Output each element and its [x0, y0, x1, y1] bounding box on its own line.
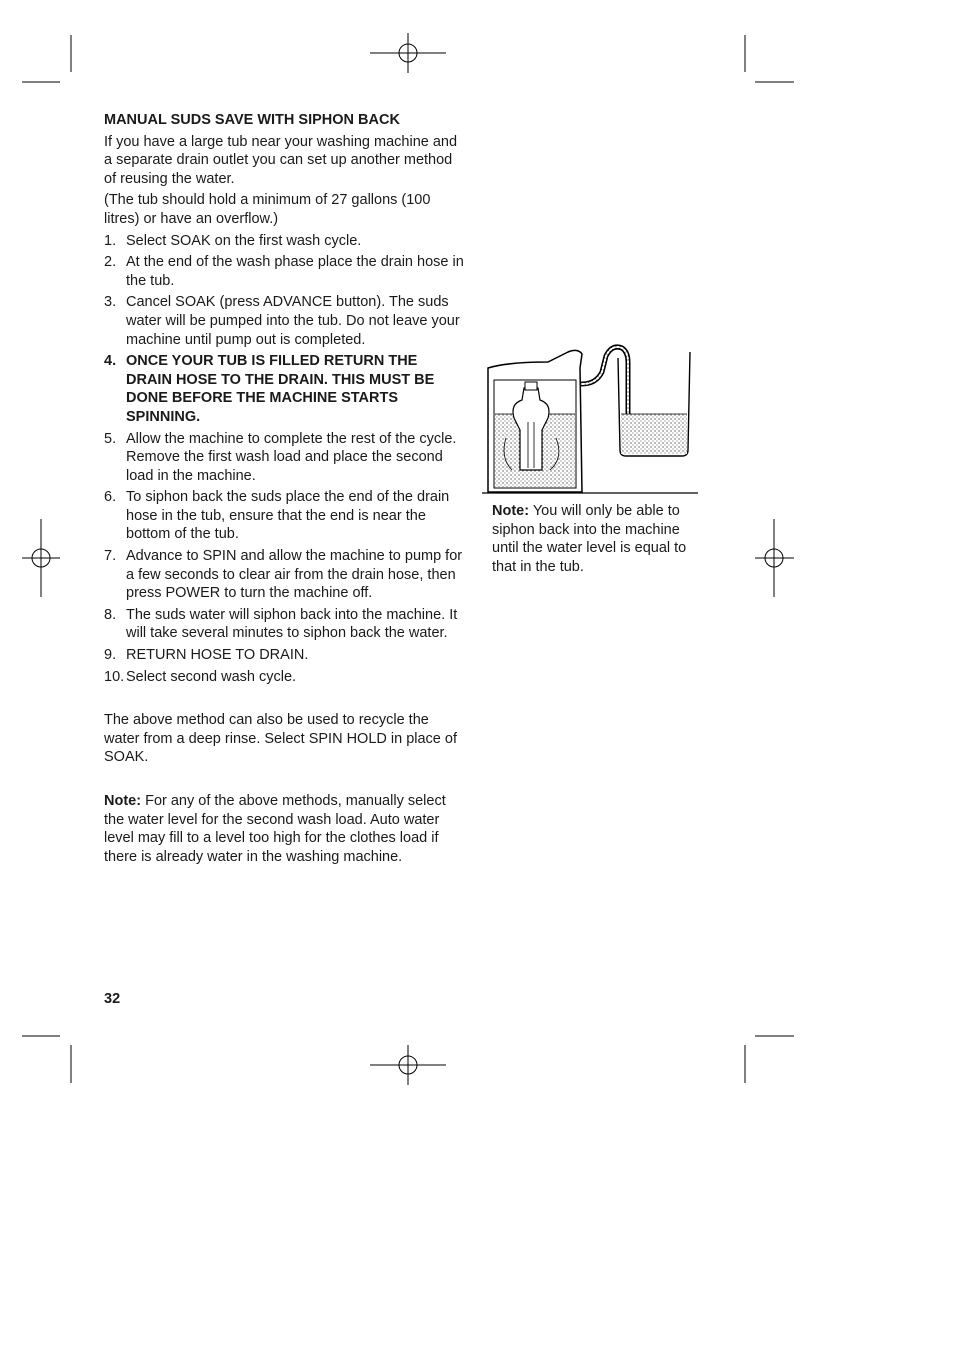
list-item: 4. ONCE YOUR TUB IS FILLED RETURN THE DRAIN HOSE TO THE DRAIN. THIS MUST BE DONE BEFORE THE MACHINE STARTS SPINNING.	[104, 353, 435, 425]
list-item: 2. At the end of the wash phase place the drain hose in the tub.	[104, 254, 464, 289]
list-item: 5. Allow the machine to complete the rest of the cycle. Remove the first wash load and place the second load in the machine.	[104, 430, 457, 484]
main-text-column	[104, 111, 464, 869]
siphon-note: Note: You will only be able to siphon back into the machine until the water level is equal to that in the tub.	[492, 503, 687, 575]
list-item: 9. RETURN HOSE TO DRAIN.	[104, 647, 309, 664]
list-item: 1. Select SOAK on the first wash cycle.	[104, 232, 362, 249]
steps-list	[104, 232, 464, 687]
note-paragraph: Note: For any of the above methods, manually select the water level for the second wash load. Auto water level may fill to a level too high for the clothes load if there is already water in the washing machine.	[104, 793, 446, 865]
note-label: Note:	[492, 503, 530, 519]
deep-rinse-paragraph: The above method can also be used to recycle the water from a deep rinse. Select SPIN HOLD in place of SOAK.	[104, 712, 457, 766]
list-item: 3. Cancel SOAK (press ADVANCE button). The suds water will be pumped into the tub. Do not leave your machine until pump out is completed.	[104, 294, 460, 348]
tub-capacity-paragraph: (The tub should hold a minimum of 27 gallons (100 litres) or have an overflow.)	[104, 192, 431, 227]
note-label: Note:	[104, 793, 142, 809]
registration-target-bottom	[370, 1045, 446, 1085]
intro-paragraph: If you have a large tub near your washing machine and a separate drain outlet you can set up another method of reusing the water.	[104, 133, 458, 187]
list-item: 6. To siphon back the suds place the end of the drain hose in the tub, ensure that the end is near the bottom of the tub.	[104, 489, 450, 543]
registration-target-right	[755, 519, 794, 597]
list-item: 7. Advance to SPIN and allow the machine to pump for a few seconds to clear air from the drain hose, then press POWER to turn the machine off.	[104, 548, 463, 602]
washing-machine-siphon-illustration	[478, 338, 703, 498]
list-item: 10. Select second wash cycle.	[104, 668, 297, 685]
page-number: 32	[104, 991, 121, 1007]
list-item: 8. The suds water will siphon back into the machine. It will take several minutes to siphon back the water.	[104, 606, 458, 642]
section-heading: MANUAL SUDS SAVE WITH SIPHON BACK	[104, 112, 400, 128]
registration-target-top	[370, 33, 446, 73]
washing-machine-icon	[488, 350, 582, 492]
registration-target-left	[22, 519, 60, 597]
